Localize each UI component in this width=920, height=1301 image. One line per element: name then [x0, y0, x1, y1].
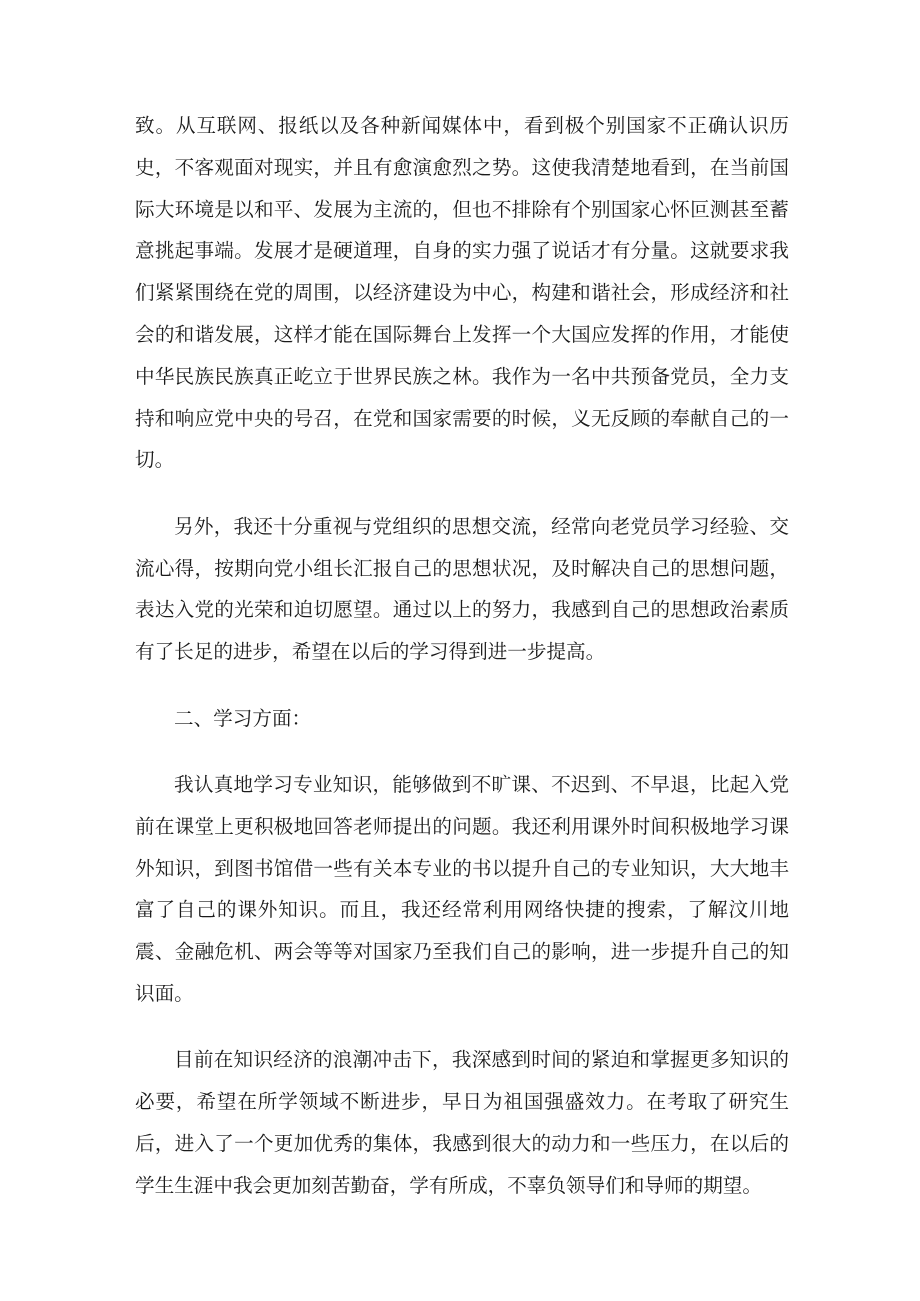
paragraph-thought-exchange: 另外，我还十分重视与党组织的思想交流，经常向老党员学习经验、交流心得，按期向党小组长汇报自己的思想状况，及时解决自己的思想问题，表达入党的光荣和迫切愿望。通过以上的努力，我感到自己的思想政治素质有了长足的进步，希望在以后的学习得到进一步提高。 — [135, 514, 789, 664]
section-heading-study: 二、学习方面： — [174, 706, 312, 730]
paragraph-study-knowledge: 我认真地学习专业知识，能够做到不旷课、不迟到、不早退，比起入党前在课堂上更积极地回答老师提出的问题。我还利用课外时间积极地学习课外知识，到图书馆借一些有关本专业的书以提升自己的专业知识，大大地丰富了自己的课外知识。而且，我还经常利用网络快捷的搜索，了解汶川地震、金融危机、两会等等对国家乃至我们自己的影响，进一步提升自己的知识面。 — [135, 772, 789, 1005]
paragraph-continuation: 致。从互联网、报纸以及各种新闻媒体中，看到极个别国家不正确认识历史，不客观面对现实，并且有愈演愈烈之势。这使我清楚地看到，在当前国际大环境是以和平、发展为主流的，但也不排除有个别国家心怀叵测甚至蓄意挑起事端。发展才是硬道理，自身的实力强了说话才有分量。这就要求我们紧紧围绕在党的周围，以经济建设为中心，构建和谐社会，形成经济和社会的和谐发展，这样才能在国际舞台上发挥一个大国应发挥的作用，才能使中华民族民族真正屹立于世界民族之林。我作为一名中共预备党员，全力支持和响应党中央的号召，在党和国家需要的时候，义无反顾的奉献自己的一切。 — [135, 114, 789, 472]
paragraph-future-goals: 目前在知识经济的浪潮冲击下，我深感到时间的紧迫和掌握更多知识的必要，希望在所学领域不断进步，早日为祖国强盛效力。在考取了研究生后，进入了一个更加优秀的集体，我感到很大的动力和一些压力，在以后的学生生涯中我会更加刻苦勤奋，学有所成，不辜负领导们和导师的期望。 — [135, 1048, 789, 1197]
document-body — [135, 105, 789, 1231]
